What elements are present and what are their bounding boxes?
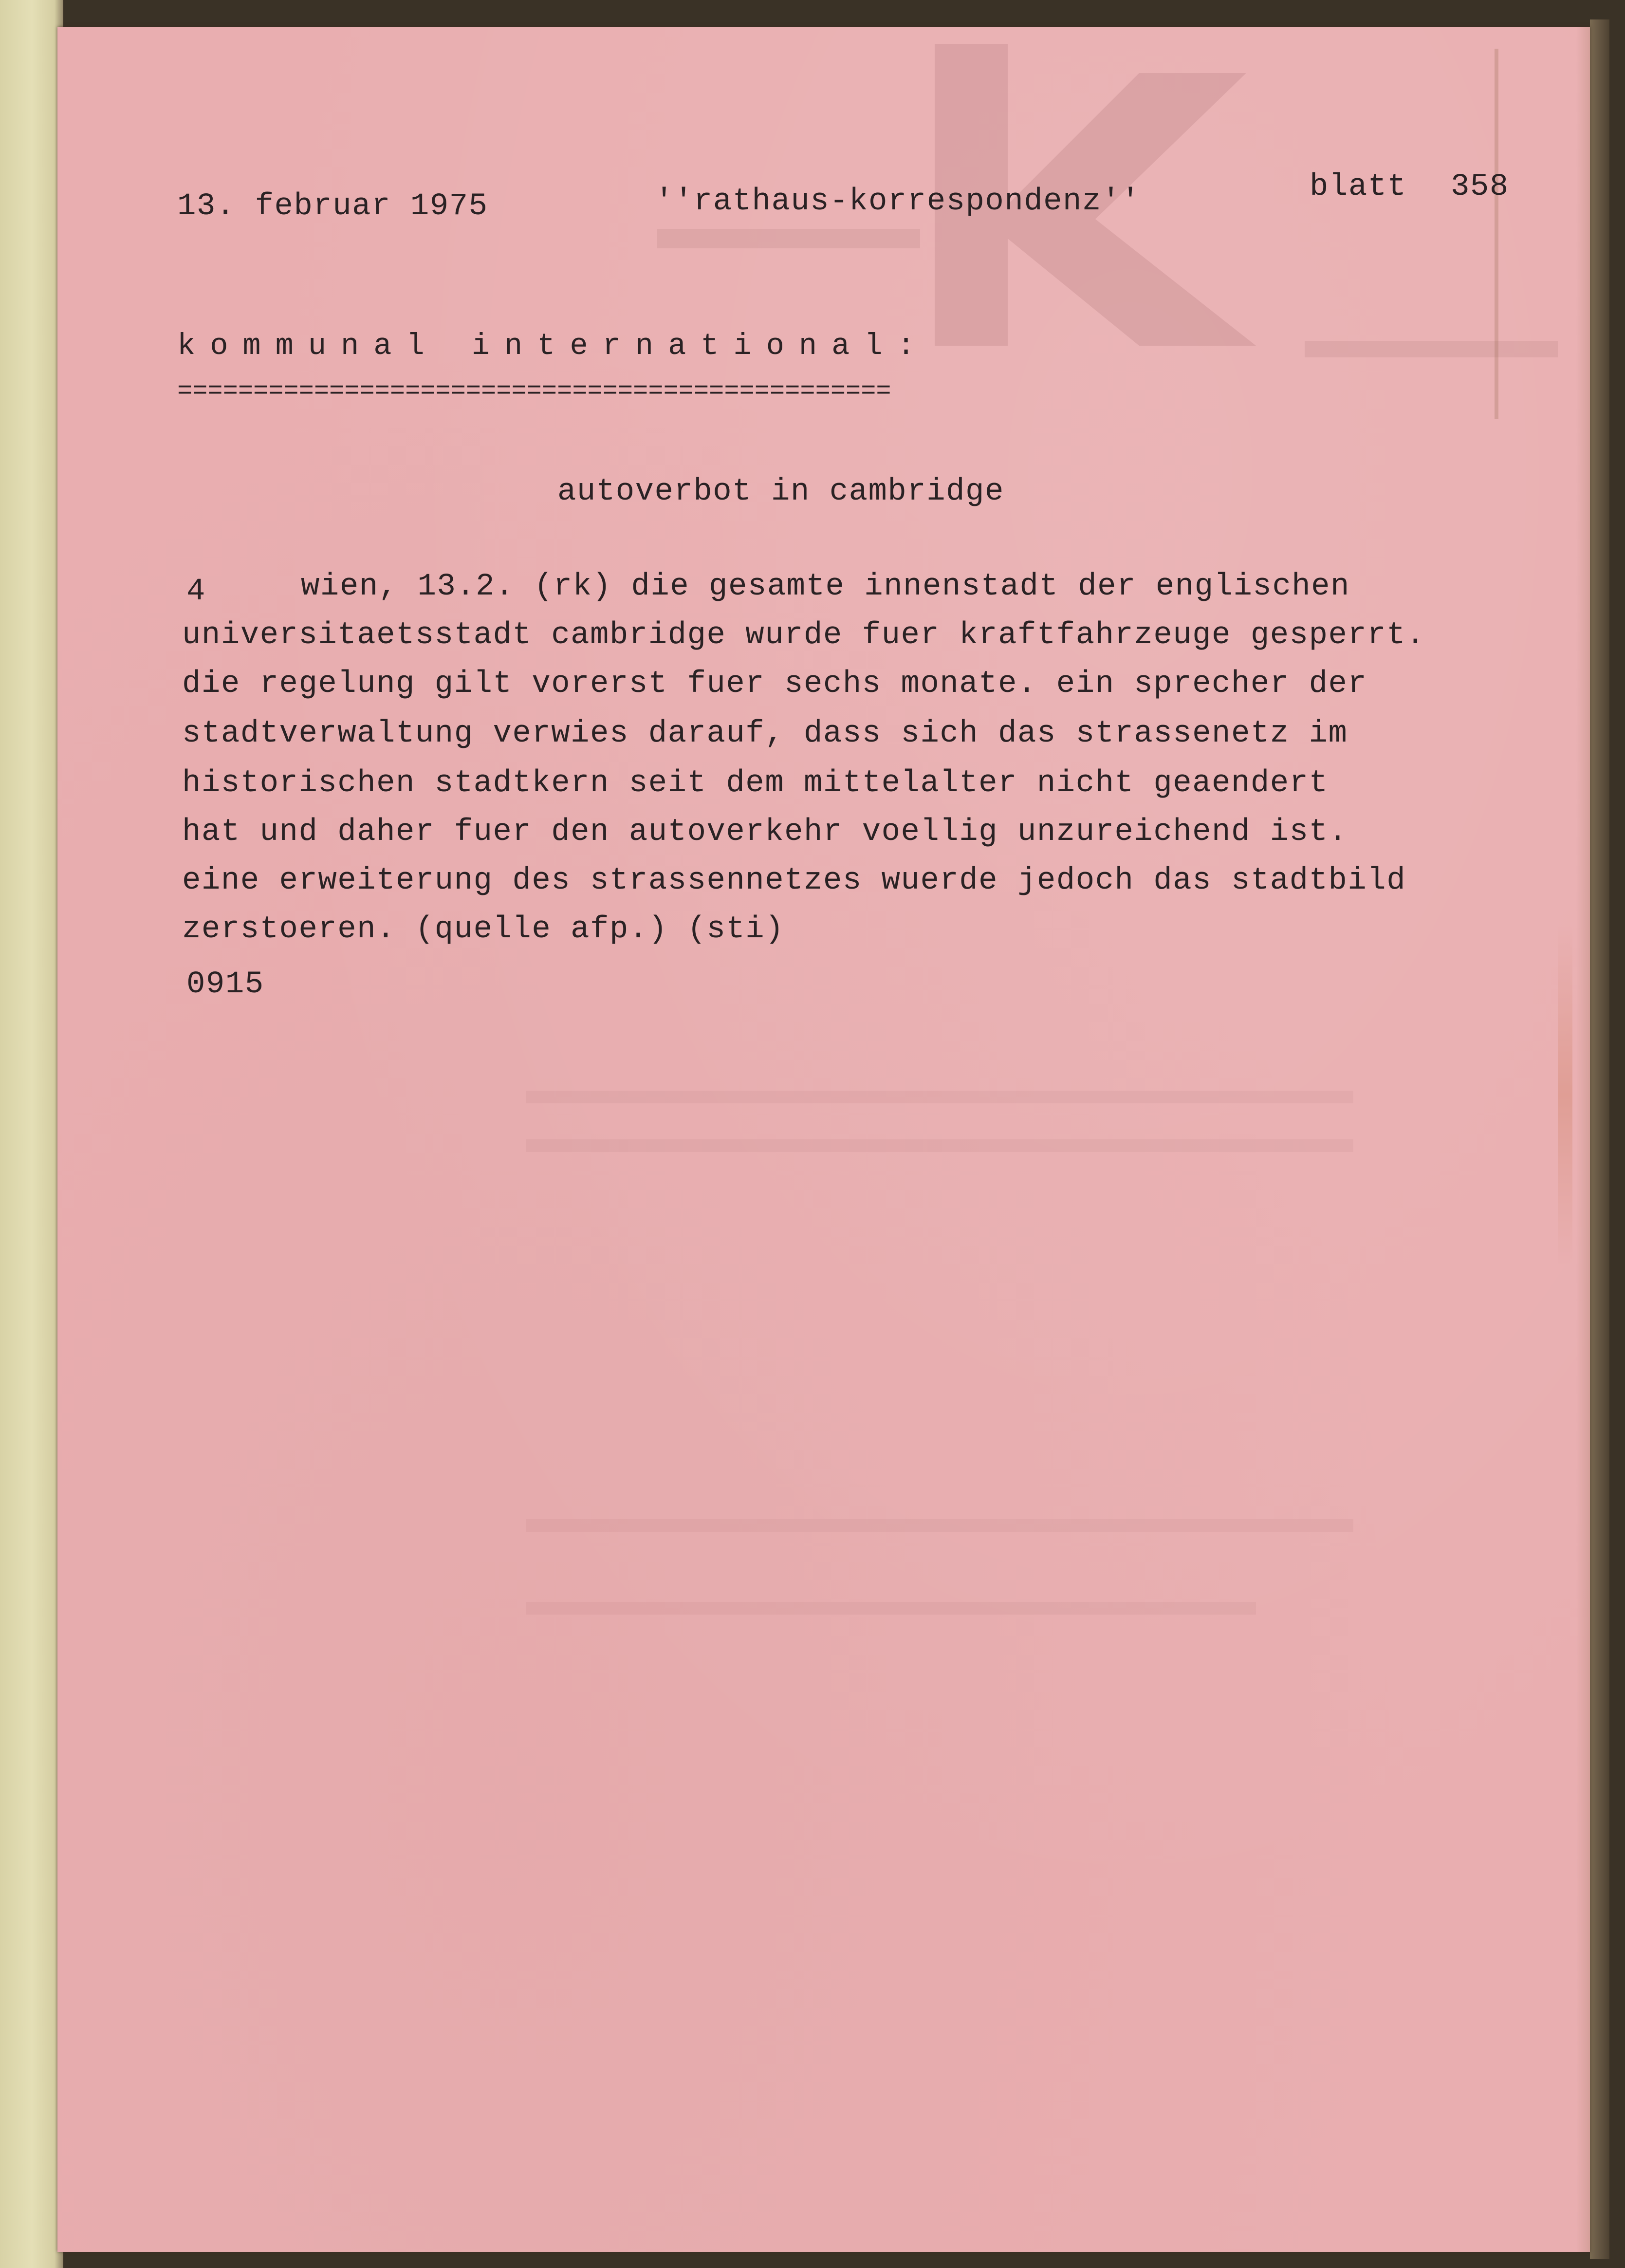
sheet-edge-shading (1576, 27, 1590, 2252)
article-headline: autoverbot in cambridge (557, 474, 1004, 509)
article-line: hat und daher fuer den autoverkehr voellig unzureichend ist. (182, 815, 1348, 850)
article-line: die regelung gilt vorerst fuer sechs monate. ein sprecher der (182, 667, 1367, 702)
header-publication: ''rathaus-korrespondenz'' (655, 184, 1141, 219)
bleed-through-line (526, 1139, 1353, 1152)
bleed-through-line (657, 229, 920, 248)
header-page-number: 358 (1451, 169, 1509, 204)
article-line: wien, 13.2. (rk) die gesamte innenstadt der englischen (301, 569, 1350, 604)
bleed-through-line (526, 1091, 1353, 1103)
article-line: historischen stadtkern seit dem mittelalter nicht geaendert (182, 766, 1329, 801)
section-underline: =============================================== (177, 377, 891, 406)
header-blatt-label: blatt (1310, 169, 1407, 204)
article-line: stadtverwaltung verwies darauf, dass sich das strassenetz im (182, 716, 1348, 751)
section-title: kommunal international: (177, 329, 930, 363)
bleed-through-line (1305, 341, 1558, 357)
paper-stain (1495, 49, 1498, 419)
article-line: zerstoeren. (quelle afp.) (sti) (182, 912, 785, 947)
bleed-through-line (526, 1519, 1353, 1532)
article-code: 0915 (186, 967, 264, 1002)
header-date: 13. februar 1975 (177, 189, 488, 224)
paper-stain (1558, 925, 1572, 1266)
article-line: eine erweiterung des strassennetzes wuerde jedoch das stadtbild (182, 863, 1406, 898)
adjacent-page-edge (0, 0, 63, 2268)
page-stack-edge (1590, 19, 1609, 2259)
article-line: universitaetsstadt cambridge wurde fuer kraftfahrzeuge gesperrt. (182, 618, 1425, 653)
article-number: 4 (186, 574, 206, 609)
bleed-through-line (526, 1602, 1256, 1615)
